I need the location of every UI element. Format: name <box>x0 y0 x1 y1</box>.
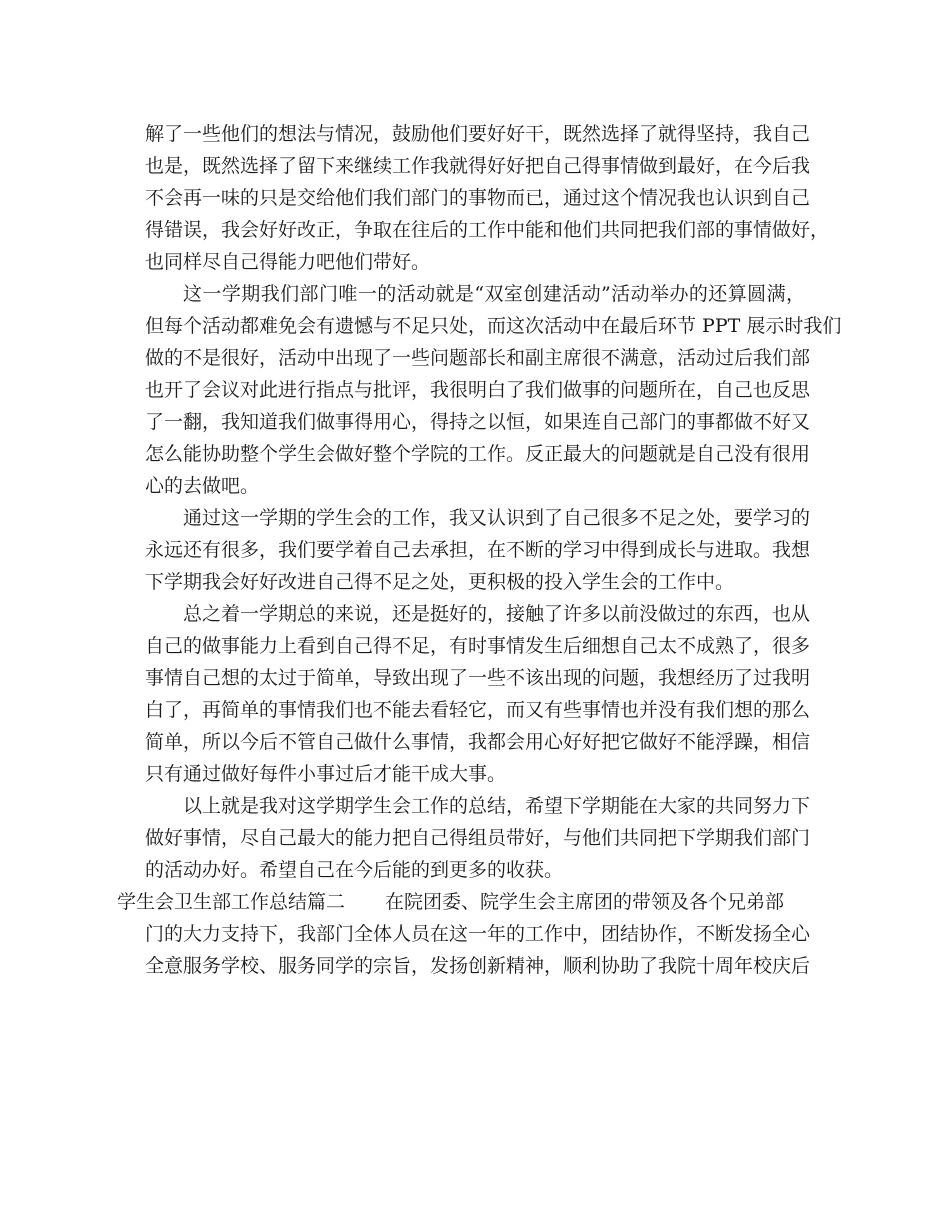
section-heading-text: 在院团委、院学生会主席团的带领及各个兄弟部 <box>385 891 785 913</box>
text-line: 门的大力支持下，我部门全体人员在这一年的工作中，团结协作，不断发扬全心 <box>145 923 811 945</box>
text-line: 怎么能协助整个学生会做好整个学院的工作。反正最大的问题就是自己没有很用 <box>145 443 811 465</box>
text-line: 了一翻，我知道我们做事得用心，得持之以恒，如果连自己部门的事都做不好又 <box>145 411 811 433</box>
text-line: 全意服务学校、服务同学的宗旨，发扬创新精神，顺利协助了我院十周年校庆后 <box>145 955 811 977</box>
text-line: 自己的做事能力上看到自己得不足，有时事情发生后细想自己太不成熟了，很多 <box>145 635 811 657</box>
text-line: 这一学期我们部门唯一的活动就是“双室创建活动”活动举办的还算圆满， <box>183 283 805 305</box>
text-line: 下学期我会好好改进自己得不足之处，更积极的投入学生会的工作中。 <box>145 571 735 593</box>
text-line: 简单，所以今后不管自己做什么事情，我都会用心好好把它做好不能浮躁，相信 <box>145 731 811 753</box>
text-line: 只有通过做好每件小事过后才能干成大事。 <box>145 763 507 785</box>
text-line: 做好事情，尽自己最大的能力把自己得组员带好，与他们共同把下学期我们部门 <box>145 827 811 849</box>
document-body <box>117 118 842 982</box>
text-line: 通过这一学期的学生会的工作，我又认识到了自己很多不足之处，要学习的 <box>183 507 811 529</box>
text-line: 总之着一学期总的来说，还是挺好的，接触了许多以前没做过的东西，也从 <box>183 603 811 625</box>
text-line: 也同样尽自己得能力吧他们带好。 <box>145 251 431 273</box>
section-heading-title: 学生会卫生部工作总结篇二 <box>117 891 346 913</box>
text-line: 以上就是我对这学期学生会工作的总结，希望下学期能在大家的共同努力下 <box>183 795 811 817</box>
text-line: 心的去做吧。 <box>145 475 260 497</box>
text-line: 事情自己想的太过于简单，导致出现了一些不该出现的问题，我想经历了过我明 <box>145 667 811 689</box>
text-line: 解了一些他们的想法与情况，鼓励他们要好好干，既然选择了就得坚持，我自己 <box>145 123 811 145</box>
text-line: 但每个活动都难免会有遗憾与不足只处，而这次活动中在最后环节 PPT 展示时我们 <box>145 315 842 337</box>
text-line: 也开了会议对此进行指点与批评，我很明白了我们做事的问题所在，自己也反思 <box>145 379 811 401</box>
text-line: 不会再一味的只是交给他们我们部门的事物而已，通过这个情况我也认识到自己 <box>145 187 811 209</box>
text-line: 永远还有很多，我们要学着自己去承担，在不断的学习中得到成长与进取。我想 <box>145 539 811 561</box>
text-line: 的活动办好。希望自己在今后能的到更多的收获。 <box>145 859 564 881</box>
text-line: 白了，再简单的事情我们也不能去看轻它，而又有些事情也并没有我们想的那么 <box>145 699 811 721</box>
text-line: 也是，既然选择了留下来继续工作我就得好好把自己得事情做到最好，在今后我 <box>145 155 811 177</box>
section-heading-line <box>117 886 805 918</box>
text-line: 做的不是很好，活动中出现了一些问题部长和副主席很不满意，活动过后我们部 <box>145 347 811 369</box>
text-line: 得错误，我会好好改正，争取在往后的工作中能和他们共同把我们部的事情做好， <box>145 219 830 241</box>
